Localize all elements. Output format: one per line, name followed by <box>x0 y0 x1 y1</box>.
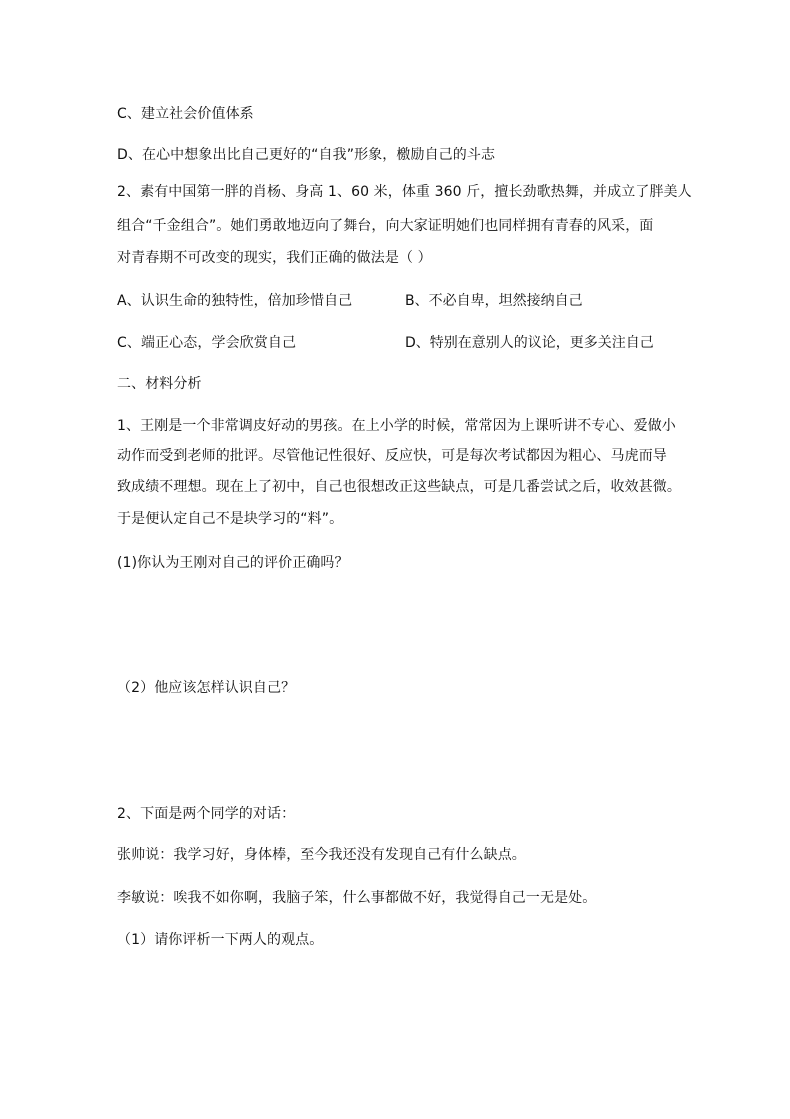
m2-zhang-statement: 张帅说：我学习好，身体棒，至今我还没有发现自己有什么缺点。 <box>117 847 526 863</box>
q2-option-c: C、端正心态，学会欣赏自己 <box>117 335 297 351</box>
q2-option-d: D、特别在意别人的议论，更多关注自己 <box>405 335 654 351</box>
m1-line-3: 致成绩不理想。现在上了初中，自己也很想改正这些缺点，可是几番尝试之后，收效甚微。 <box>117 479 681 495</box>
q2-stem-line-2: 组合“千金组合”。她们勇敢地迈向了舞台，向大家证明她们也同样拥有青春的风采，面 <box>117 218 654 234</box>
q2-stem-line-3: 对青春期不可改变的现实，我们正确的做法是（ ） <box>117 250 432 266</box>
q2-option-b: B、不必自卑，坦然接纳自己 <box>405 293 583 309</box>
m2-intro: 2、下面是两个同学的对话： <box>117 806 296 822</box>
q2-option-a: A、认识生命的独特性，倍加珍惜自己 <box>117 293 353 309</box>
m1-line-4: 于是便认定自己不是块学习的“料”。 <box>117 511 344 527</box>
q2-stem-line-1: 2、素有中国第一胖的肖杨、身高 1、60 米，体重 360 斤，擅长劲歌热舞，并成立了胖美人 <box>117 184 692 200</box>
m1-line-2: 动作而受到老师的批评。尽管他记性很好、反应快，可是每次考试都因为粗心、马虎而导 <box>117 448 667 464</box>
m2-subquestion-1: （1）请你评析一下两人的观点。 <box>117 932 324 948</box>
m1-line-1: 1、王刚是一个非常调皮好动的男孩。在上小学的时候，常常因为上课听讲不专心、爱做小 <box>117 418 676 434</box>
m1-subquestion-2: （2）他应该怎样认识自己？ <box>117 680 296 696</box>
section-heading-material-analysis: 二、材料分析 <box>117 376 202 392</box>
m1-subquestion-1: (1)你认为王刚对自己的评价正确吗？ <box>117 555 349 571</box>
m2-li-statement: 李敏说：唉我不如你啊，我脑子笨，什么事都做不好，我觉得自己一无是处。 <box>117 890 597 906</box>
q1-option-d: D、在心中想象出比自己更好的“自我”形象，檄励自己的斗志 <box>117 147 496 163</box>
q1-option-c: C、建立社会价值体系 <box>117 106 254 122</box>
